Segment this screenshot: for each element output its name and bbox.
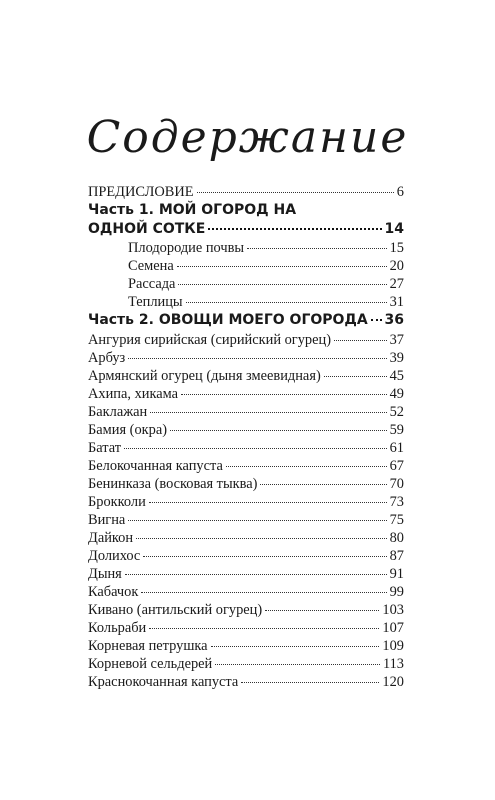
toc-entry-page: 20 <box>389 258 404 274</box>
toc-entry[interactable] <box>88 601 404 619</box>
toc-entry[interactable] <box>88 547 404 565</box>
dot-leader <box>150 412 386 413</box>
toc-entry[interactable] <box>88 385 404 403</box>
toc-entry-page: 6 <box>396 184 404 200</box>
dot-leader <box>186 302 387 303</box>
toc-entry-label: Рассада <box>128 276 176 292</box>
toc-entry-label: Ангурия сирийская (сирийский огурец) <box>88 332 331 348</box>
toc-entry[interactable] <box>88 293 404 311</box>
toc-part-1[interactable] <box>88 201 404 239</box>
toc-entry-page: 45 <box>389 368 404 384</box>
dot-leader <box>178 284 386 285</box>
toc-entry-label: ПРЕДИСЛОВИЕ <box>88 184 194 200</box>
toc-entry-label: Батат <box>88 440 122 456</box>
toc-entry-label: Бамия (окра) <box>88 422 168 438</box>
dot-leader <box>260 484 386 485</box>
toc-entry[interactable] <box>88 275 404 293</box>
dot-leader <box>125 574 387 575</box>
dot-leader <box>247 248 387 249</box>
toc-entry[interactable] <box>88 349 404 367</box>
toc-part-title-line2: ОДНОЙ СОТКЕ <box>88 221 206 237</box>
dot-leader <box>143 556 386 557</box>
dot-leader <box>208 228 381 230</box>
toc-entry[interactable] <box>88 403 404 421</box>
toc-entry-label: Дайкон <box>88 530 134 546</box>
toc-entry-label: Дыня <box>88 566 122 582</box>
toc-entry-page: 103 <box>382 602 404 618</box>
part-1-list <box>88 239 404 311</box>
dot-leader <box>334 340 387 341</box>
toc-entry-label: Армянский огурец (дыня змеевидная) <box>88 368 321 384</box>
dot-leader <box>124 448 387 449</box>
toc-entry-page: 31 <box>389 294 404 310</box>
dot-leader <box>128 520 386 521</box>
toc-entry[interactable] <box>88 529 404 547</box>
toc-entry-label: Баклажан <box>88 404 148 420</box>
toc-entry-label: Ахипа, хикама <box>88 386 179 402</box>
dot-leader <box>265 610 379 611</box>
dot-leader <box>371 319 382 321</box>
toc-entry-page: 109 <box>382 638 404 654</box>
toc-entry[interactable] <box>88 583 404 601</box>
toc-entry-page: 87 <box>389 548 404 564</box>
toc-entry[interactable] <box>88 239 404 257</box>
toc-entry[interactable] <box>88 439 404 457</box>
toc-entry[interactable] <box>88 331 404 349</box>
toc-entry-page: 107 <box>382 620 404 636</box>
toc-entry-page: 52 <box>389 404 404 420</box>
toc-entry-label: Брокколи <box>88 494 146 510</box>
dot-leader <box>215 664 380 665</box>
page-title: Содержание <box>86 112 409 163</box>
toc-entry-label: Корневая петрушка <box>88 638 208 654</box>
toc-entry[interactable] <box>88 493 404 511</box>
toc-entry-label: Белокочанная капуста <box>88 458 223 474</box>
toc-entry[interactable] <box>88 565 404 583</box>
toc-entry-page: 49 <box>389 386 404 402</box>
toc-entry-page: 15 <box>389 240 404 256</box>
toc-entry-preface[interactable] <box>88 183 404 201</box>
toc-part-page: 14 <box>384 221 404 237</box>
toc-entry-page: 59 <box>389 422 404 438</box>
dot-leader <box>241 682 379 683</box>
toc-entry-label: Плодородие почвы <box>128 240 245 256</box>
toc-entry-page: 37 <box>389 332 404 348</box>
dot-leader <box>324 376 387 377</box>
toc-entry-page: 120 <box>382 674 404 690</box>
toc-entry-label: Теплицы <box>128 294 183 310</box>
toc-entry-page: 91 <box>389 566 404 582</box>
toc-entry-label: Кабачок <box>88 584 139 600</box>
dot-leader <box>181 394 387 395</box>
part-2-list <box>88 331 404 691</box>
toc-entry-page: 80 <box>389 530 404 546</box>
dot-leader <box>226 466 387 467</box>
toc-entry-label: Корневой сельдерей <box>88 656 213 672</box>
toc-entry[interactable] <box>88 421 404 439</box>
toc-entry-page: 70 <box>389 476 404 492</box>
toc-entry[interactable] <box>88 619 404 637</box>
toc-entry[interactable] <box>88 511 404 529</box>
toc-part-title: Часть 2. ОВОЩИ МОЕГО ОГОРОДА <box>88 312 368 328</box>
dot-leader <box>141 592 386 593</box>
toc-entry-page: 113 <box>382 656 404 672</box>
dot-leader <box>136 538 387 539</box>
toc-entry[interactable] <box>88 257 404 275</box>
toc-entry-page: 73 <box>389 494 404 510</box>
toc-entry-page: 27 <box>389 276 404 292</box>
toc-entry[interactable] <box>88 367 404 385</box>
toc-entry-label: Краснокочанная капуста <box>88 674 239 690</box>
dot-leader <box>211 646 380 647</box>
toc-entry-page: 99 <box>389 584 404 600</box>
toc-entry-label: Вигна <box>88 512 126 528</box>
toc-entry-page: 39 <box>389 350 404 366</box>
toc-entry-page: 61 <box>389 440 404 456</box>
toc-entry-page: 67 <box>389 458 404 474</box>
toc-part-page: 36 <box>384 312 404 328</box>
dot-leader <box>128 358 386 359</box>
toc-part-title-line1: Часть 1. МОЙ ОГОРОД НА <box>88 202 297 218</box>
dot-leader <box>170 430 387 431</box>
toc-entry-page: 75 <box>389 512 404 528</box>
toc-entry-label: Кольраби <box>88 620 147 636</box>
toc-entry-label: Бенинказа (восковая тыква) <box>88 476 258 492</box>
dot-leader <box>177 266 387 267</box>
toc-part-2[interactable] <box>88 311 404 331</box>
table-of-contents <box>88 183 404 691</box>
toc-entry[interactable] <box>88 637 404 655</box>
dot-leader <box>149 502 387 503</box>
dot-leader <box>149 628 379 629</box>
toc-entry-label: Долихос <box>88 548 141 564</box>
toc-entry[interactable] <box>88 655 404 673</box>
toc-entry-label: Арбуз <box>88 350 126 366</box>
toc-entry[interactable] <box>88 457 404 475</box>
toc-entry-label: Кивано (антильский огурец) <box>88 602 263 618</box>
toc-entry[interactable] <box>88 475 404 493</box>
toc-entry-label: Семена <box>128 258 174 274</box>
toc-entry[interactable] <box>88 673 404 691</box>
dot-leader <box>197 192 394 193</box>
